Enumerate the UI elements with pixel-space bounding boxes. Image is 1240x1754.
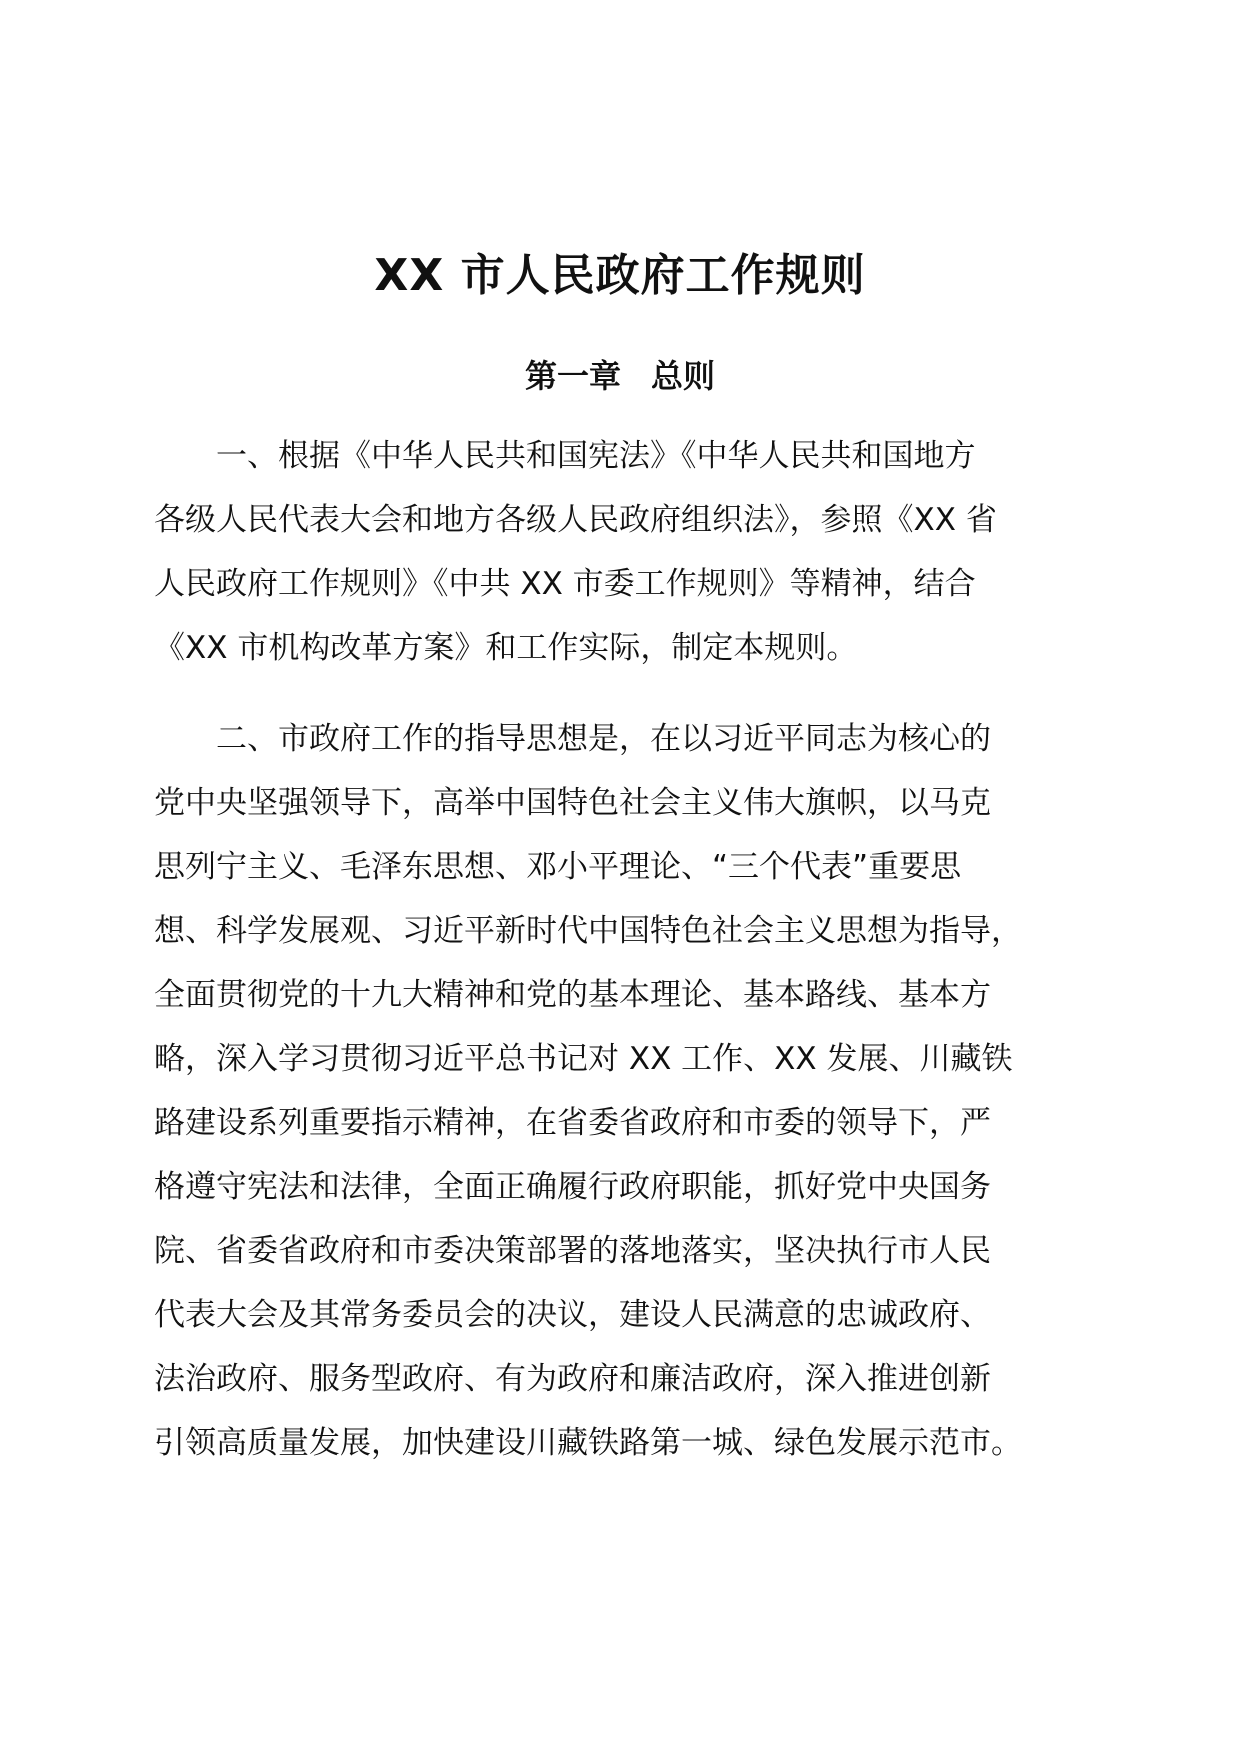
paragraph-line: 全面贯彻党的十九大精神和党的基本理论、基本路线、基本方: [154, 977, 991, 1013]
paragraph-line: 代表大会及其常务委员会的决议，建设人民满意的忠诚政府、: [154, 1297, 991, 1333]
paragraph-line: 想、科学发展观、习近平新时代中国特色社会主义思想为指导，: [154, 913, 1022, 949]
paragraph-line: 党中央坚强领导下，高举中国特色社会主义伟大旗帜，以马克: [154, 785, 991, 821]
paragraph-line: 人民政府工作规则》《中共 XX 市委工作规则》等精神，结合: [154, 566, 976, 602]
chapter-name: 总则: [651, 357, 716, 395]
document-title: XX 市人民政府工作规则: [374, 250, 866, 301]
chapter-heading: [0, 354, 1240, 398]
paragraph-line: 二、市政府工作的指导思想是，在以习近平同志为核心的: [154, 721, 991, 757]
chapter-number: 第一章: [524, 357, 621, 395]
paragraph-1: [154, 424, 1094, 680]
paragraph-line: 格遵守宪法和法律，全面正确履行政府职能，抓好党中央国务: [154, 1169, 991, 1205]
paragraph-line: 思列宁主义、毛泽东思想、邓小平理论、“三个代表”重要思: [154, 849, 962, 885]
paragraph-line: 一、根据《中华人民共和国宪法》《中华人民共和国地方: [154, 438, 976, 474]
paragraph-2: [154, 707, 1094, 1475]
paragraph-line: 法治政府、服务型政府、有为政府和廉洁政府，深入推进创新: [154, 1361, 991, 1397]
paragraph-line: 院、省委省政府和市委决策部署的落地落实，坚决执行市人民: [154, 1233, 991, 1269]
paragraph-line: 各级人民代表大会和地方各级人民政府组织法》，参照《XX 省: [154, 502, 997, 538]
paragraph-line: 路建设系列重要指示精神，在省委省政府和市委的领导下，严: [154, 1105, 991, 1141]
paragraph-line: 略，深入学习贯彻习近平总书记对 XX 工作、XX 发展、川藏铁: [154, 1041, 1013, 1077]
paragraph-line: 引领高质量发展，加快建设川藏铁路第一城、绿色发展示范市。: [154, 1425, 1022, 1461]
paragraph-line: 《XX 市机构改革方案》和工作实际，制定本规则。: [154, 630, 858, 666]
